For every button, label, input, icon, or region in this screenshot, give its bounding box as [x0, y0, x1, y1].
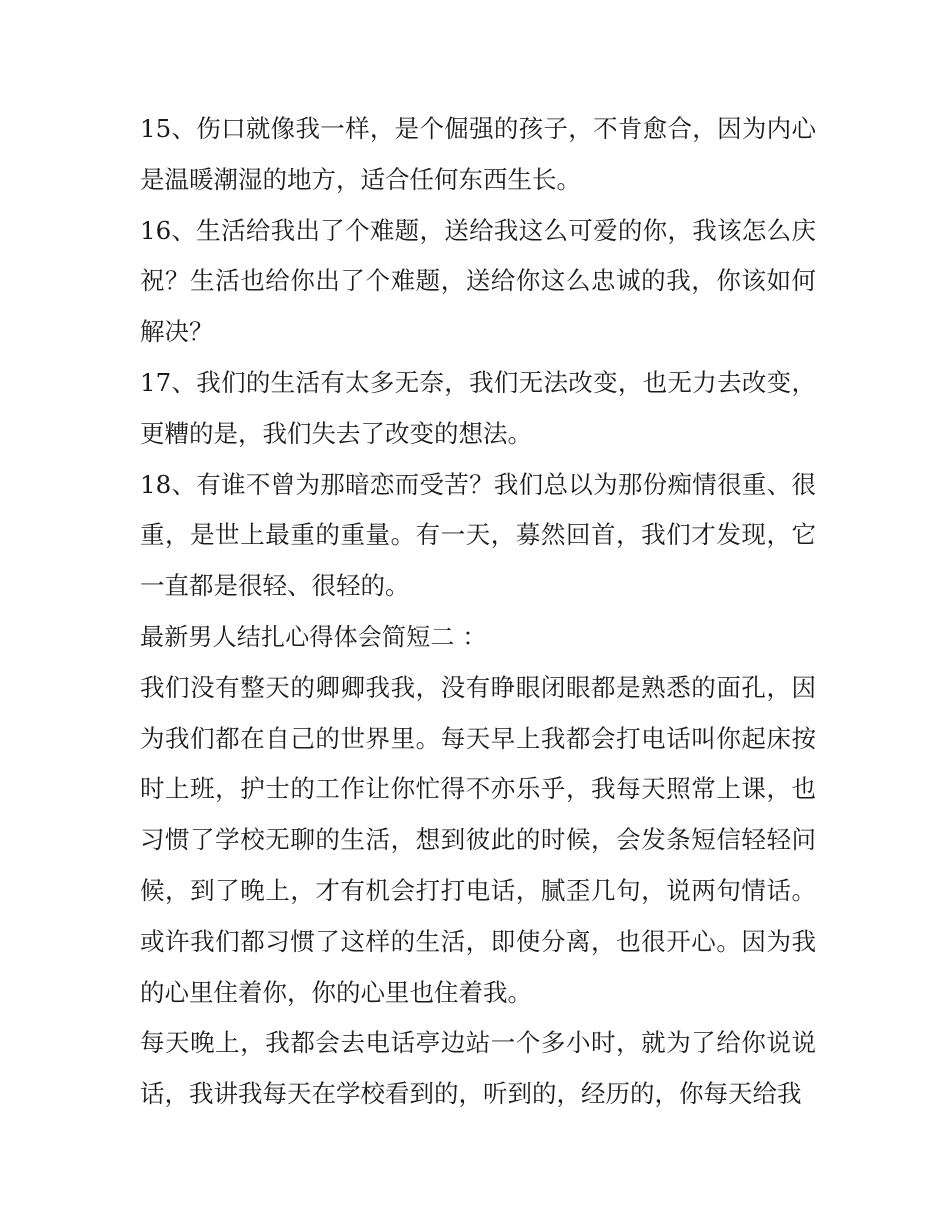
paragraph-15: 15、伤口就像我一样，是个倔强的孩子，不肯愈合，因为内心是温暖潮湿的地方，适合任何东西生长。	[140, 114, 816, 194]
paragraph-17: 17、我们的生活有太多无奈，我们无法改变，也无力去改变，更糟的是，我们失去了改变的想法。	[140, 367, 816, 448]
section-heading: 最新男人结扎心得体会简短二 ：	[140, 622, 487, 651]
body-paragraph-1: 我们没有整天的卿卿我我，没有睁眼闭眼都是熟悉的面孔，因为我们都在自己的世界里。每天早上我都会打电话叫你起床按时上班，护士的工作让你忙得不亦乐乎，我每天照常上课，也习惯了学校无聊的生活，想到彼此的时候，会发条短信轻轻问候，到了晚上，才有机会打打电话，腻歪几句，说两句情话。或许我们都习惯了这样的生活，即使分离，也很开心。因为我的心里住着你，你的心里也住着我。	[140, 672, 816, 1007]
paragraph-18: 18、有谁不曾为那暗恋而受苦？我们总以为那份痴情很重、很重，是世上最重的重量。有一天，募然回首，我们才发现，它一直都是很轻、很轻的。	[140, 469, 816, 601]
document-body	[140, 104, 816, 1120]
body-paragraph-2: 每天晚上，我都会去电话亭边站一个多小时，就为了给你说说话，我讲我每天在学校看到的，听到的，经历的，你每天给我	[140, 1028, 816, 1109]
paragraph-16: 16、生活给我出了个难题，送给我这么可爱的你，我该怎么庆祝？生活也给你出了个难题，送给你这么忠诚的我，你该如何解决？	[140, 215, 816, 347]
